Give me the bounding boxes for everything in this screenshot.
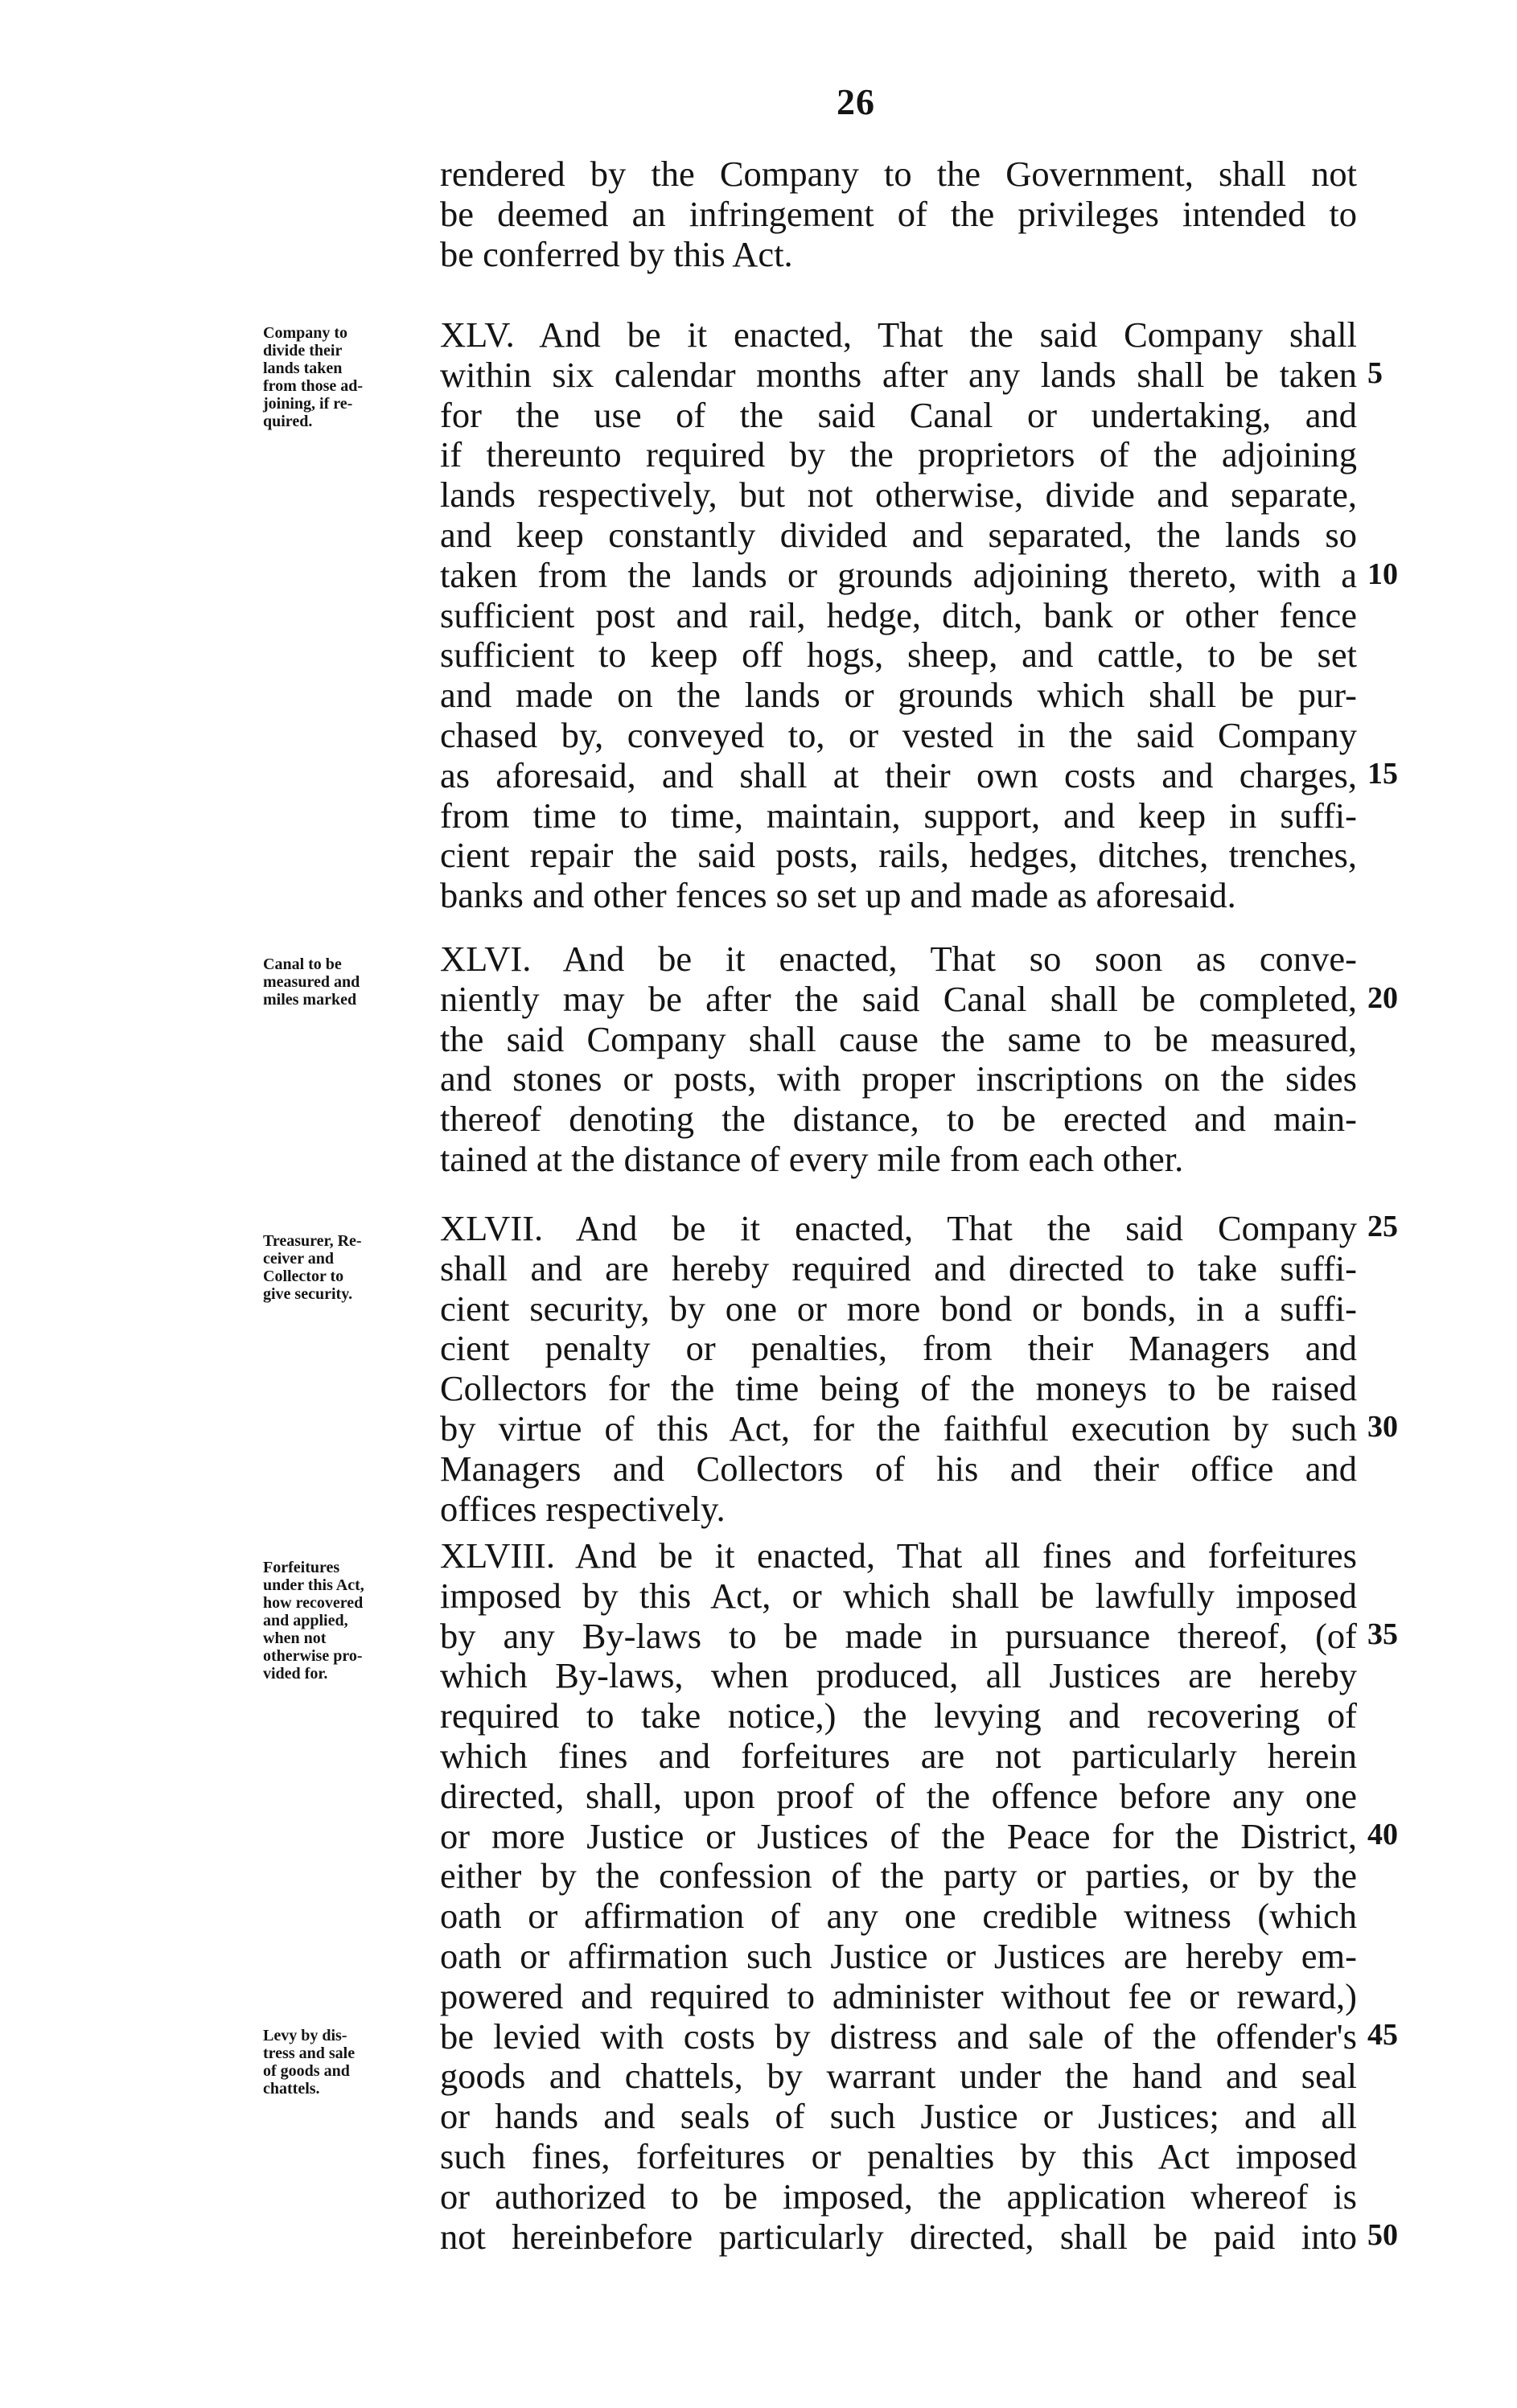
side-note-line: give security. [263,1285,353,1303]
text-line: as aforesaid, and shall at their own costs and charges, [440,754,1357,795]
line-number: 5 [1367,356,1383,390]
text-line: by any By-laws to be made in pursuance thereof, (of [440,1615,1357,1656]
text-line: which By-laws, when produced, all Justices are hereby [440,1655,1357,1696]
side-note-section-46 [263,955,424,1009]
text-line: or hands and seals of such Justice or Justices; and all [440,2096,1357,2137]
side-note-line: of goods and [263,2062,350,2080]
text-line: and stones or posts, with proper inscriptions on the sides [440,1058,1357,1099]
text-line: and made on the lands or grounds which shall be pur- [440,675,1357,716]
side-note-line: when not [263,1629,327,1647]
text-line: XLVIII. And be it enacted, That all fines and forfeitures [440,1535,1357,1576]
side-note-line: and applied, [263,1612,348,1629]
section-48 [440,1536,1357,2257]
side-note-line: divide their [263,342,343,360]
side-note-line: Forfeitures [263,1559,340,1576]
line-number: 10 [1367,557,1398,591]
page-number: 26 [837,81,875,122]
side-note-line: lands taken [263,360,343,377]
text-line: thereof denoting the distance, to be erected and main- [440,1099,1357,1140]
text-line: for the use of the said Canal or undertaking, and [440,394,1357,435]
text-line: imposed by this Act, or which shall be lawfully imposed [440,1575,1357,1616]
text-line: if thereunto required by the proprietors of the adjoining [440,434,1357,475]
text-line: by virtue of this Act, for the faithful execution by such [440,1407,1357,1448]
text-line: such fines, forfeitures or penalties by this Act imposed [440,2135,1357,2176]
side-note-line: measured and [263,973,360,991]
text-line: and keep constantly divided and separated, the lands so [440,514,1357,555]
side-note-line: how recovered [263,1594,364,1612]
text-line: which fines and forfeitures are not particularly herein [440,1735,1357,1776]
text-line: XLV. And be it enacted, That the said Company shall [440,314,1357,355]
side-note-line: vided for. [263,1665,328,1683]
text-line: rendered by the Company to the Government, shall not [440,154,1357,194]
side-note-levy [263,2027,424,2098]
text-line: oath or affirmation such Justice or Justices are hereby em- [440,1935,1357,1976]
text-line: offices respectively. [440,1488,726,1529]
text-line: oath or affirmation of any one credible witness (which [440,1896,1357,1937]
line-number: 50 [1367,2218,1398,2252]
line-number: 20 [1367,981,1398,1015]
line-number: 35 [1367,1617,1398,1651]
text-line: sufficient to keep off hogs, sheep, and cattle, to be set [440,635,1357,676]
text-line: shall and are hereby required and directed to take suffi- [440,1247,1357,1288]
text-line: the said Company shall cause the same to be measured, [440,1018,1357,1059]
side-note-line: under this Act, [263,1576,364,1594]
section-46 [440,939,1357,1180]
section-47 [440,1209,1357,1529]
text-line: not hereinbefore particularly directed, shall be paid into [440,2216,1357,2257]
text-line: powered and required to administer without fee or reward,) [440,1975,1357,2016]
side-note-line: Levy by dis- [263,2027,347,2044]
text-line: or more Justice or Justices of the Peace for the District, [440,1815,1357,1856]
text-line: sufficient post and rail, hedge, ditch, bank or other fence [440,594,1357,635]
line-number: 15 [1367,757,1398,791]
text-line: either by the confession of the party or parties, or by the [440,1855,1357,1896]
side-note-line: ceiver and [263,1250,334,1268]
text-line: be conferred by this Act. [440,233,793,274]
section-45 [440,315,1357,916]
text-line: Collectors for the time being of the moneys to be raised [440,1368,1357,1409]
side-note-section-47 [263,1232,424,1303]
line-number: 30 [1367,1410,1398,1444]
text-line: goods and chattels, by warrant under the hand and seal [440,2056,1357,2097]
text-line: tained at the distance of every mile from each other. [440,1138,1184,1179]
text-line: from time to time, maintain, support, and keep in suffi- [440,795,1357,836]
text-line: banks and other fences so set up and made as aforesaid. [440,875,1236,916]
side-note-line: otherwise pro- [263,1647,363,1665]
side-note-line: Company to [263,324,348,342]
side-note-line: Collector to [263,1268,344,1285]
side-note-line: tress and sale [263,2044,356,2062]
paragraph-continuation [440,154,1357,274]
side-note-line: miles marked [263,991,357,1009]
side-note-section-45 [263,324,424,430]
text-line: be deemed an infringement of the privileges intended to [440,193,1357,234]
side-note-line: joining, if re- [263,395,353,413]
text-line: Managers and Collectors of his and their office and [440,1448,1357,1489]
text-line: cient repair the said posts, rails, hedges, ditches, trenches, [440,835,1357,876]
text-line: be levied with costs by distress and sale of the offender's [440,2016,1357,2057]
text-line: cient penalty or penalties, from their Managers and [440,1328,1357,1369]
text-line: within six calendar months after any lands shall be taken [440,354,1357,395]
text-line: taken from the lands or grounds adjoining thereto, with a [440,554,1357,595]
side-note-line: chattels. [263,2080,320,2098]
text-line: cient security, by one or more bond or bonds, in a suffi- [440,1288,1357,1329]
side-note-line: quired. [263,413,313,430]
text-line: chased by, conveyed to, or vested in the said Company [440,714,1357,755]
text-line: directed, shall, upon proof of the offence before any one [440,1775,1357,1816]
side-note-line: from those ad- [263,377,364,395]
line-number: 25 [1367,1210,1398,1243]
line-number: 45 [1367,2018,1398,2052]
text-line: niently may be after the said Canal shall be completed, [440,978,1357,1019]
text-line: XLVII. And be it enacted, That the said Company [440,1208,1357,1248]
text-line: required to take notice,) the levying and recovering of [440,1695,1357,1736]
text-line: or authorized to be imposed, the application whereof is [440,2176,1357,2217]
side-note-section-48 [263,1559,424,1683]
text-line: XLVI. And be it enacted, That so soon as conve- [440,939,1357,979]
text-line: lands respectively, but not otherwise, divide and separate, [440,475,1357,516]
side-note-line: Canal to be [263,955,342,973]
side-note-line: Treasurer, Re- [263,1232,362,1250]
line-number: 40 [1367,1818,1398,1851]
